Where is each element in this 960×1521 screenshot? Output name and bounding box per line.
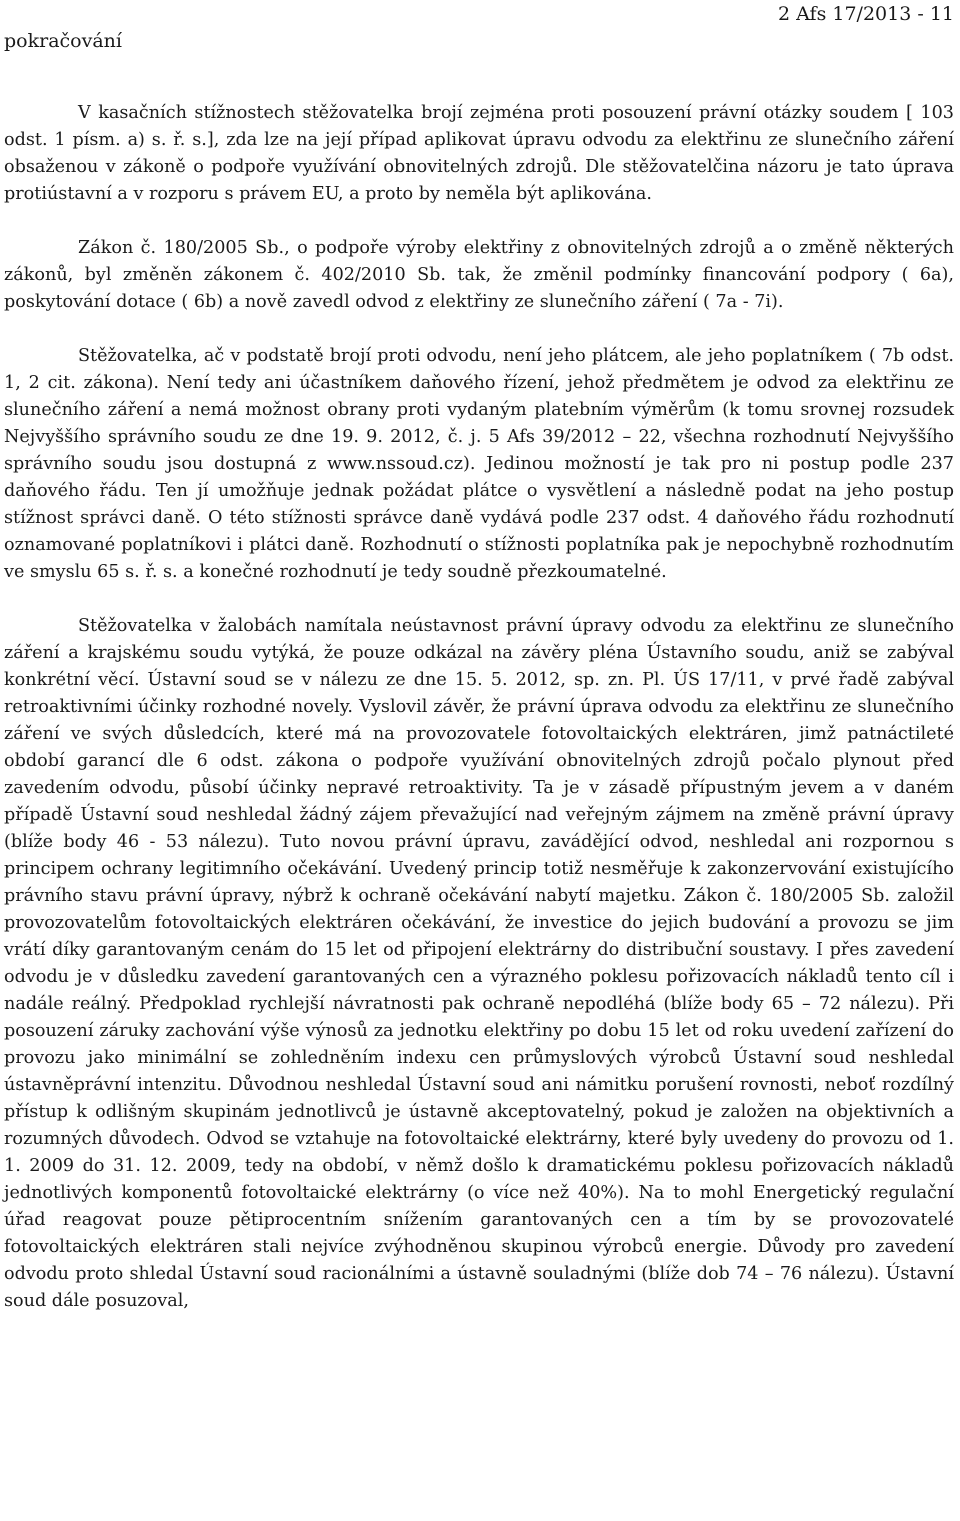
header-continuation: pokračování xyxy=(4,30,122,52)
paragraph: Zákon č. 180/2005 Sb., o podpoře výroby elektřiny z obnovitelných zdrojů a o změně některých zákonů, byl změněn zákonem č. 402/2010 Sb. tak, že změnil podmínky financování podpory ( 6a), poskytování dotace ( 6b) a nově zavedl odvod z elektřiny ze slunečního záření ( 7a - 7i). xyxy=(4,238,954,312)
case-number: 2 Afs 17/2013 - 11 xyxy=(778,3,954,25)
paragraph: Stěžovatelka, ač v podstatě brojí proti odvodu, není jeho plátcem, ale jeho poplatníkem ( 7b odst. 1, 2 cit. zákona). Není tedy ani účastníkem daňového řízení, jehož předmětem je odvod za elektřinu ze slunečního záření a nemá možnost obrany proti vydaným platebním výměrům (k tomu srovnej rozsudek Nejvyššího správního soudu ze dne 19. 9. 2012, č. j. 5 Afs 39/2012 – 22, všechna rozhodnutí Nejvyššího správního soudu jsou dostupná z www.nssoud.cz). Jedinou možností je tak pro ni postup podle 237 daňového řádu. Ten jí umožňuje jednak požádat plátce o vysvětlení a následně podat na jeho postup stížnost správci daně. O této stížnosti správce daně vydává podle 237 odst. 4 daňového řádu rozhodnutí oznamované poplatníkovi i plátci daně. Rozhodnutí o stížnosti poplatníka pak je nepochybně rozhodnutím ve smyslu 65 s. ř. s. a konečné rozhodnutí je tedy soudně přezkoumatelné. xyxy=(4,346,954,582)
paragraph: V kasačních stížnostech stěžovatelka brojí zejména proti posouzení právní otázky soudem [ 103 odst. 1 písm. a) s. ř. s.], zda lze na její případ aplikovat úpravu odvodu za elektřinu ze slunečního záření obsaženou v zákoně o podpoře využívání obnovitelných zdrojů. Dle stěžovatelčina názoru je tato úprava protiústavní a v rozporu s právem EU, a proto by neměla být aplikována. xyxy=(4,103,954,204)
paragraph: Stěžovatelka v žalobách namítala neústavnost právní úpravy odvodu za elektřinu ze slunečního záření a krajskému soudu vytýká, že pouze odkázal na závěry pléna Ústavního soudu, aniž se zabýval konkrétní věcí. Ústavní soud se v nálezu ze dne 15. 5. 2012, sp. zn. Pl. ÚS 17/11, v prvé řadě zabýval retroaktivními účinky rozhodné novely. Vyslovil závěr, že právní úprava odvodu za elektřinu ze slunečního záření ve svých důsledcích, které má na provozovatele fotovoltaických elektráren, jimž patnáctileté období garancí dle 6 odst. zákona o podpoře využívání obnovitelných zdrojů počalo plynout před zavedením odvodu, působí účinky nepravé retroaktivity. Ta je v zásadě přípustným jevem a v daném případě Ústavní soud neshledal žádný zájem převažující nad veřejným zájmem na změně právní úpravy (blíže body 46 - 53 nálezu). Tuto novou právní úpravu, zavádějící odvod, neshledal ani rozpornou s principem ochrany legitimního očekávání. Uvedený princip totiž nesměřuje k zakonzervování existujícího právního stavu právní úpravy, nýbrž k ochraně očekávání nabytí majetku. Zákon č. 180/2005 Sb. založil provozovatelům fotovoltaických elektráren očekávání, že investice do jejich budování a provozu se jim vrátí díky garantovaným cenám do 15 let od připojení elektrárny do distribuční soustavy. I přes zavedení odvodu je v důsledku zavedení garantovaných cen a výrazného poklesu pořizovacích nákladů tento cíl i nadále reálný. Předpoklad rychlejší návratnosti pak ochraně nepodléhá (blíže body 65 – 72 nálezu). Při posouzení záruky zachování výše výnosů za jednotku elektřiny po dobu 15 let od roku uvedení zařízení do provozu jako minimální se zohledněním indexu cen průmyslových výrobců Ústavní soud neshledal ústavněprávní intenzitu. Důvodnou neshledal Ústavní soud ani námitku porušení rovnosti, neboť rozdílný přístup k odlišným skupinám jednotlivců je ústavně akceptovatelný, pokud je založen na objektivních a rozumných důvodech. Odvod se vztahuje na fotovoltaické elektrárny, které byly uvedeny do provozu od 1. 1. 2009 do 31. 12. 2009, tedy na období, v němž došlo k dramatickému poklesu pořizovacích nákladů jednotlivých komponentů fotovoltaické elektrárny (o více než 40%). Na to mohl Energetický regulační úřad reagovat pouze pětiprocentním snížením garantovaných cen a tím by se provozovatelé fotovoltaických elektráren stali nejvíce zvýhodněnou skupinou výrobců energie. Důvody pro zavedení odvodu proto shledal Ústavní soud racionálními a ústavně souladnými (blíže dob 74 – 76 nálezu). Ústavní soud dále posuzoval, xyxy=(4,616,954,1311)
document-body xyxy=(4,100,954,1342)
